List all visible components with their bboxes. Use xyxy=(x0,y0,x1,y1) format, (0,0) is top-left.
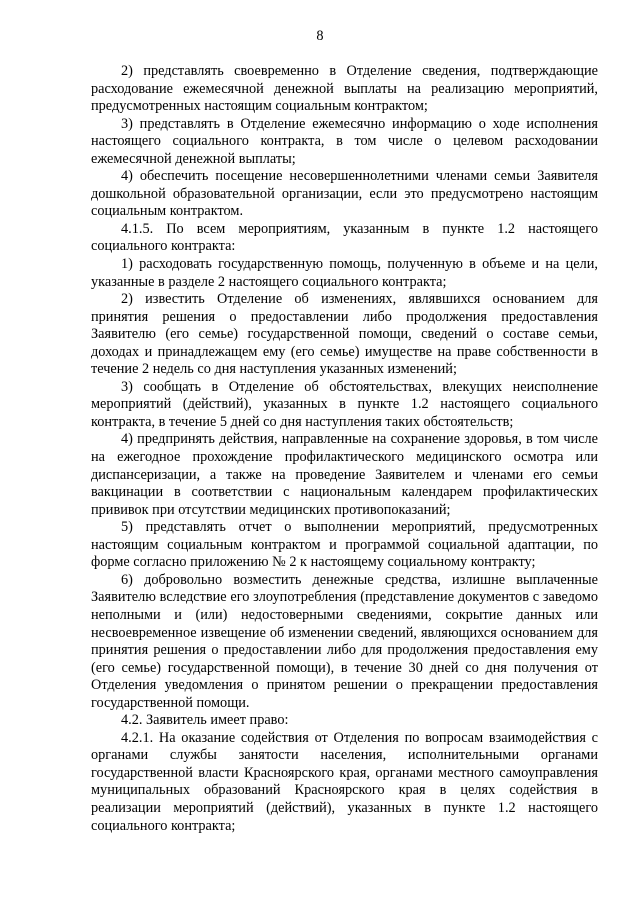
paragraph-section-4-1-5: 4.1.5. По всем мероприятиям, указанным в пункте 1.2 настоящего социального контракта: xyxy=(91,220,598,255)
document-body xyxy=(91,63,598,835)
paragraph-item-3-report-circumstances: 3) сообщать в Отделение об обстоятельствах, влекущих неисполнение мероприятий (действий), указанных в пункте 1.2 настоящего социального контракта, в течение 5 дней со дня наступления таких обстоятельств; xyxy=(91,378,598,430)
paragraph-obligation-4-preschool: 4) обеспечить посещение несовершеннолетними членами семьи Заявителя дошкольной образовательной организации, если это предусмотрено настоящим социальным контрактом. xyxy=(91,168,598,220)
paragraph-item-1-spend-aid: 1) расходовать государственную помощь, полученную в объеме и на цели, указанные в разделе 2 настоящего социального контракта; xyxy=(91,256,598,290)
paragraph-section-4-2-1: 4.2.1. На оказание содействия от Отделения по вопросам взаимодействия с органами службы занятости населения, исполнительными органами государственной власти Красноярского края, органами местного самоуправления муниципальных образований Красноярского края в целях содействия в реализации мероприятий (действий), указанных в пункте 1.2 настоящего социального контракта; xyxy=(91,729,598,834)
paragraph-section-4-2: 4.2. Заявитель имеет право: xyxy=(121,712,289,729)
paragraph-item-2-notify-changes: 2) известить Отделение об изменениях, являвшихся основанием для принятия решения о предоставлении либо продолжения предоставления Заявителю (его семье) государственной помощи, сведений о составе семьи, доходах и принадлежащем ему (его семье) имуществе на праве собственности в течение 2 недель со дня наступления указанных изменений; xyxy=(91,291,598,378)
paragraph-item-6-refund: 6) добровольно возместить денежные средства, излишне выплаченные Заявителю вследствие его злоупотребления (представление документов с заведомо неполными и (или) недостоверными сведениями, сокрытие данных или несвоевременное извещение об изменении сведений, являющихся основанием для принятия решения о предоставлении либо для продолжения предоставления ему (его семье) государственной помощи), в течение 30 дней со дня получения от Отделения уведомления о принятом решении о прекращении предоставления государственной помощи. xyxy=(91,571,598,711)
page-number: 8 xyxy=(316,28,324,44)
paragraph-item-4-health: 4) предпринять действия, направленные на сохранение здоровья, в том числе на ежегодное прохождение профилактического медицинского осмотра или диспансеризации, а также на проведение Заявителем и членами его семьи вакцинации в соответствии с национальным календарем профилактических прививок при отсутствии медицинских противопоказаний; xyxy=(91,431,598,518)
paragraph-obligation-3-monthly-info: 3) представлять в Отделение ежемесячно информацию о ходе исполнения настоящего социального контракта, в том числе о целевом расходовании ежемесячной денежной выплаты; xyxy=(91,115,598,167)
paragraph-item-5-report-form: 5) представлять отчет о выполнении мероприятий, предусмотренных настоящим социальным контрактом и программой социальной адаптации, по форме согласно приложению № 2 к настоящему социальному контракту; xyxy=(91,519,598,571)
paragraph-obligation-2-report-spending: 2) представлять своевременно в Отделение сведения, подтверждающие расходование ежемесячной денежной выплаты на реализацию мероприятий, предусмотренных настоящим социальным контрактом; xyxy=(91,63,598,115)
